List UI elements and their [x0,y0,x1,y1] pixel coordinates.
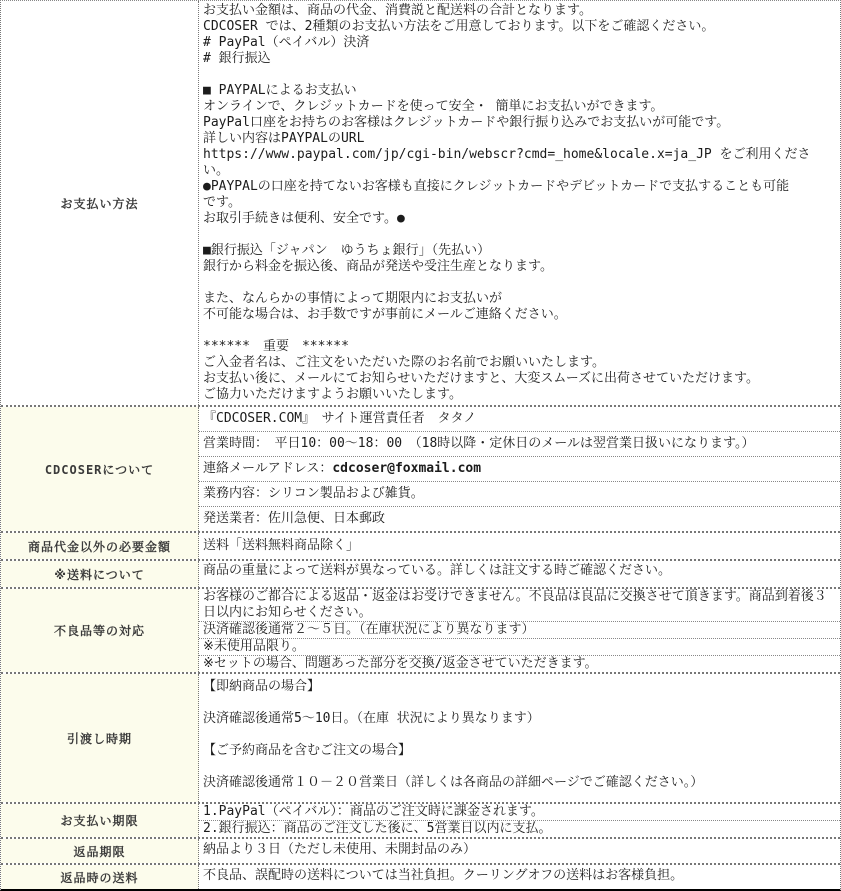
about-content [199,407,840,531]
row-header-payment-deadline: お支払い期限 [1,804,199,837]
text-line: ●PAYPALの口座を持てないお客様も直接にクレジットカードやデビットカードで支払することも可能 [203,179,790,194]
text-line: # 銀行振込 [203,51,271,66]
section-return-shipping [1,863,840,889]
section-payment-deadline [1,802,840,837]
text-line: 【即納商品の場合】 [203,679,321,694]
text-line: 決済確認後通常5～10日。（在庫 状況により異なります） [203,711,540,726]
about-row-site: 『CDCOSER.COM』 サイト運営責任者 タタノ [203,411,477,426]
text-line: お支払い金額は、商品の代金、消費説と配送料の合計となります。 [203,3,592,18]
row-header-defective: 不良品等の対応 [1,589,199,672]
row-header-delivery: 引渡し時期 [1,674,199,802]
text-line: ご協力いただけますようお願いいたします。 [203,387,462,402]
defective-row-time: 決済確認後通常２～５日。（在庫状況により異なります） [199,621,840,638]
text-line: です。 [203,195,241,210]
text-line: 【ご予約商品を含むご注文の場合】 [203,743,412,758]
row-header-payment-method: お支払い方法 [1,1,199,405]
text-line [203,727,836,743]
text-line: ■銀行振込「ジャパン ゆうちょ銀行」（先払い） [203,243,491,258]
text-line: 銀行から料金を振込後、商品が発送や受注生産となります。 [203,259,553,274]
extra-fees-content: 送料「送料無料商品除く」 [199,533,840,559]
deadline-row-bank: 2.銀行振込：商品のご注文した後に、5営業日以内に支払。 [199,820,840,837]
about-row-email [199,456,840,481]
defective-row-unused: ※未使用品限り。 [199,638,840,655]
defective-row-policy: お客様のご都合による返品・返金はお受けできません。不良品は良品に交換させて頂きます。商品到着後３日以内にお知らせください。 [203,589,827,620]
delivery-content [199,674,840,802]
text-line: 詳しい内容はPAYPALのURL [203,131,365,146]
section-delivery-time [1,672,840,802]
text-line: CDCOSER では、2種類のお支払い方法をご用意しております。以下をご確認ください。 [203,19,715,34]
text-line [203,323,836,339]
text-line [203,275,836,291]
text-line: ****** 重要 ****** [203,339,349,354]
section-defective-items [1,587,840,672]
about-row-hours: 営業時間： 平日10：00～18：00 （18時以降・定休日のメールは翌営業日扱いになります。） [199,431,840,456]
about-row-business: 業務内容：シリコン製品および雑貨。 [199,481,840,506]
section-return-deadline [1,837,840,863]
about-shipping-content: 商品の重量によって送料が異なっている。詳しくは註文する時ご確認ください。 [199,561,840,587]
row-header-extra-fees: 商品代金以外の必要金額 [1,533,199,559]
payment-deadline-content [199,804,840,837]
section-about-shipping [1,559,840,587]
section-extra-fees [1,531,840,559]
text-line: PayPal口座をお持ちのお客様はクレジットカードや銀行振り込みでお支払いが可能です。 [203,115,730,130]
text-line: 決済確認後通常１０－２０営業日（詳しくは各商品の詳細ページでご確認ください。） [203,775,704,790]
text-line [203,227,836,243]
text-line: また、なんらかの事情によって期限内にお支払いが [203,291,503,306]
deadline-row-paypal: 1.PayPal（ペイバル）：商品のご注文時に課金されます。 [203,804,544,819]
row-header-about-shipping: ※送料について [1,561,199,587]
defective-row-set: ※セットの場合、問題あった部分を交換/返金させていただきます。 [199,655,840,672]
about-row-shippers: 発送業者：佐川急便、日本郵政 [199,506,840,531]
text-line: ■ PAYPALによるお支払い [203,83,357,98]
row-header-return-shipping: 返品時の送料 [1,865,199,889]
text-line: # PayPal（ペイバル）決済 [203,35,370,50]
text-line [203,695,836,711]
row-header-return-deadline: 返品期限 [1,839,199,863]
text-line: https://www.paypal.com/jp/cgi-bin/webscr?cmd=_home&locale.x=ja_JP をご利用ください。 [203,147,811,178]
return-shipping-content: 不良品、誤配時の送料については当社負担。クーリングオフの送料はお客様負担。 [199,865,840,889]
return-deadline-content: 納品より３日（ただし未使用、未開封品のみ） [199,839,840,863]
text-line [203,67,836,83]
email-label: 連絡メールアドレス： [203,461,333,476]
text-line: 不可能な場合は、お手数ですが事前にメールご連絡ください。 [203,307,567,322]
section-payment-method [1,1,840,405]
defective-content [199,589,840,672]
section-about-cdcoser [1,405,840,531]
payment-method-content [199,1,840,405]
email-address: cdcoser@foxmail.com [332,461,482,476]
row-header-about: CDCOSERについて [1,407,199,531]
text-line: お支払い後に、メールにてお知らせいただけますと、大変スムーズに出荷させていただけます。 [203,371,760,386]
text-line: オンラインで、クレジットカードを使って安全・ 簡単にお支払いができます。 [203,99,664,114]
text-line [203,759,836,775]
text-line: お取引手続きは便利、安全です。● [203,211,405,226]
text-line: ご入金者名は、ご注文をいただいた際のお名前でお願いいたします。 [203,355,605,370]
